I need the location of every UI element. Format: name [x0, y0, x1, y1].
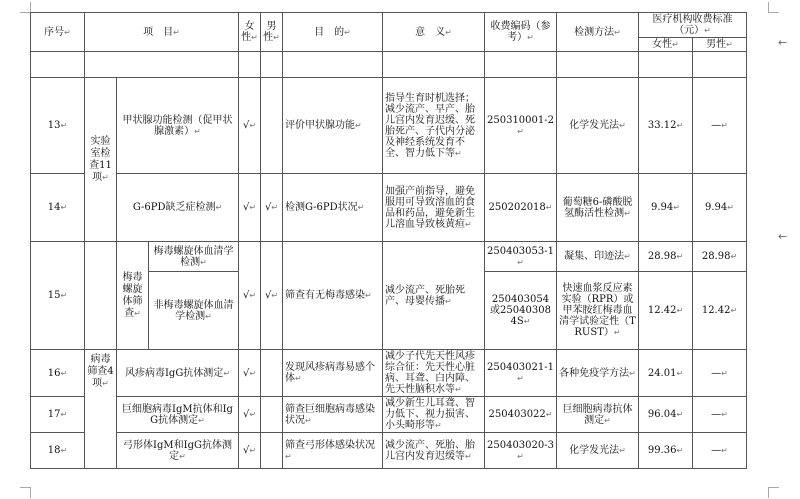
- row-number: 17↵: [31, 397, 85, 433]
- sub-item-name: 梅毒螺旋体血清学检测↵: [149, 242, 239, 272]
- female-check: √↵: [239, 174, 261, 242]
- group-syphilis-label: 梅毒螺旋体筛查↵: [117, 242, 149, 350]
- table-row: [31, 242, 747, 272]
- row-number: 15↵: [31, 242, 85, 350]
- male-check: [261, 433, 283, 469]
- meaning-cell: 减少新生儿耳聋、智力低下、视力损害、小头畸形等↵: [383, 397, 485, 433]
- fee-female: 24.01↵: [639, 350, 693, 397]
- code-cell: 250310001-2↵: [485, 78, 557, 174]
- spacer-row: [31, 52, 747, 78]
- code-cell: 250403053-1↵: [485, 242, 557, 272]
- header-meaning: 意 义↵: [383, 13, 485, 52]
- group-virus-label: 病毒筛查4项↵: [85, 350, 117, 469]
- row-end-arrow-icon: ←: [778, 230, 788, 243]
- fee-female: 28.98↵: [639, 242, 693, 272]
- fee-male: —↵: [693, 350, 747, 397]
- method-cell: 巨细胞病毒抗体测定↵: [557, 397, 639, 433]
- header-fee-female: 女性↵: [639, 38, 693, 52]
- method-cell: 凝集、印迹法↵: [557, 242, 639, 272]
- meaning-cell: 减少流产、死胎、胎儿宫内发育迟缓等↵: [383, 433, 485, 469]
- code-cell: 250403054或250403084S↵: [485, 272, 557, 350]
- crop-mark-bottom-left: [20, 487, 31, 498]
- code-cell: 250403021-1↵: [485, 350, 557, 397]
- row-number: 13↵: [31, 78, 85, 174]
- crop-mark-bottom-right: [768, 487, 779, 498]
- method-cell: 化学发光法↵: [557, 433, 639, 469]
- female-check: √↵: [239, 350, 261, 397]
- code-cell: 250403022↵: [485, 397, 557, 433]
- male-check: [261, 78, 283, 174]
- header-code: 收费编码（参考）↵: [485, 13, 557, 52]
- row-end-arrow-icon: ←: [778, 36, 788, 49]
- male-check: √↵: [261, 174, 283, 242]
- item-name: 风疹病毒IgG抗体测定↵: [117, 350, 239, 397]
- purpose-cell: 评价甲状腺功能↵: [283, 78, 383, 174]
- header-row-1: [31, 13, 747, 38]
- header-female-flag: 女性↵: [239, 13, 261, 52]
- fee-female: 99.36↵: [639, 433, 693, 469]
- meaning-cell: 减少子代先天性风疹综合征：先天性心脏病、耳聋、白内障、先天性脑积水等↵: [383, 350, 485, 397]
- method-cell: 各种免疫学方法↵: [557, 350, 639, 397]
- header-male-flag: 男性↵: [261, 13, 283, 52]
- item-name: G-6PD缺乏症检测↵: [117, 174, 239, 242]
- code-cell: 250202018↵: [485, 174, 557, 242]
- table-row: [31, 397, 747, 433]
- table-row: [31, 174, 747, 242]
- purpose-cell: 筛查巨细胞病毒感染状况↵: [283, 397, 383, 433]
- meaning-cell: 指导生育时机选择；减少流产、早产、胎儿宫内发育迟缓、死胎死产、子代内分泌及神经系统发育不全、智力低下等↵: [383, 78, 485, 174]
- fee-female: 12.42↵: [639, 272, 693, 350]
- header-purpose: 目 的↵: [283, 13, 383, 52]
- fee-female: 9.94↵: [639, 174, 693, 242]
- meaning-cell: 减少流产、死胎死产、母婴传播↵: [383, 242, 485, 350]
- method-cell: 葡萄糖6-磷酸脱氢酶活性检测↵: [557, 174, 639, 242]
- fee-male: —↵: [693, 78, 747, 174]
- screening-fee-table: [30, 12, 747, 469]
- group-blank: [85, 242, 117, 350]
- row-number: 16↵: [31, 350, 85, 397]
- group-lab-label: 实验室检查11项↵: [85, 78, 117, 242]
- item-name: 弓形体IgM和IgG抗体测定↵: [117, 433, 239, 469]
- table-row: [31, 78, 747, 174]
- header-seq: 序号↵: [31, 13, 85, 52]
- fee-female: 96.04↵: [639, 397, 693, 433]
- meaning-cell: 加强产前指导，避免服用可导致溶血的食品和药品，避免新生儿溶血导致核黄疸↵: [383, 174, 485, 242]
- method-cell: 快速血浆反应素实验（RPR）或甲苯胺红梅毒血清学试验定性（TRUST）↵: [557, 272, 639, 350]
- table-row: [31, 350, 747, 397]
- code-cell: 250403020-3↵: [485, 433, 557, 469]
- fee-male: 12.42↵: [693, 272, 747, 350]
- purpose-cell: 筛查弓形体感染状况↵: [283, 433, 383, 469]
- header-fee-title: 医疗机构收费标准（元）↵: [639, 13, 747, 38]
- row-number: 14↵: [31, 174, 85, 242]
- fee-male: —↵: [693, 433, 747, 469]
- fee-male: —↵: [693, 397, 747, 433]
- row-number: 18↵: [31, 433, 85, 469]
- method-cell: 化学发光法↵: [557, 78, 639, 174]
- purpose-cell: 发现风疹病毒易感个体↵: [283, 350, 383, 397]
- sub-item-name: 非梅毒螺旋体血清学检测↵: [149, 272, 239, 350]
- fee-female: 33.12↵: [639, 78, 693, 174]
- fee-male: 28.98↵: [693, 242, 747, 272]
- item-name: 甲状腺功能检测（促甲状腺激素）↵: [117, 78, 239, 174]
- female-check: √↵: [239, 242, 261, 350]
- purpose-cell: 检测G-6PD状况↵: [283, 174, 383, 242]
- crop-mark-top-right: [768, 2, 779, 13]
- female-check: √↵: [239, 78, 261, 174]
- purpose-cell: 筛查有无梅毒感染↵: [283, 242, 383, 350]
- fee-male: 9.94↵: [693, 174, 747, 242]
- table-row: [31, 433, 747, 469]
- female-check: √↵: [239, 397, 261, 433]
- item-name: 巨细胞病毒IgM抗体和IgG抗体测定↵: [117, 397, 239, 433]
- male-check: √↵: [261, 242, 283, 350]
- header-item: 项 目↵: [85, 13, 239, 52]
- male-check: [261, 350, 283, 397]
- female-check: √↵: [239, 433, 261, 469]
- header-method: 检测方法↵: [557, 13, 639, 52]
- header-fee-male: 男性↵: [693, 38, 747, 52]
- male-check: [261, 397, 283, 433]
